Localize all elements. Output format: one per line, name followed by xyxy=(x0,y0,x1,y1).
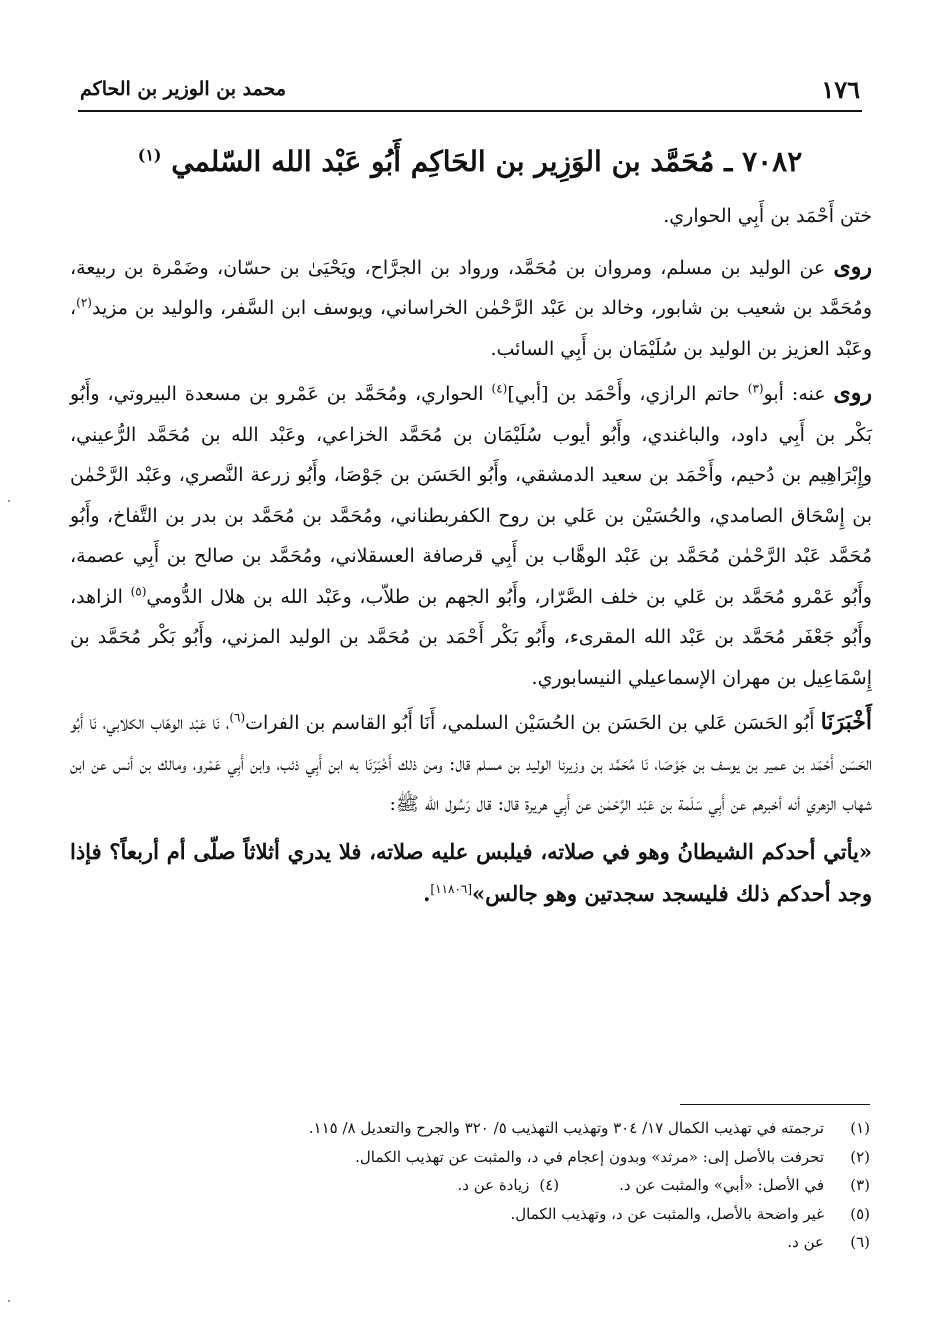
footnote-number: (٦) xyxy=(850,1233,870,1251)
footnote xyxy=(457,1171,559,1200)
footnote-ref: (٢) xyxy=(76,295,92,310)
footnote-text: زيادة عن د. xyxy=(457,1176,530,1194)
footnote-text: غير واضحة بالأصل، والمثبت عن د، وتهذيب الكمال. xyxy=(510,1204,824,1223)
footnote-ref: (٦) xyxy=(229,710,246,725)
entry-subtitle: ختن أَحْمَد بن أَبِي الحواري. xyxy=(663,205,872,227)
page-header xyxy=(78,72,862,112)
entry-title xyxy=(70,138,870,186)
paragraph-text: عنه: أبو xyxy=(763,383,834,405)
footnote xyxy=(70,1200,870,1229)
footnote-number: (١) xyxy=(850,1119,870,1137)
footnote-text: تحرفت بالأصل إلى: «مرثد» وبدون إعجام في د، والمثبت عن تهذيب الكمال. xyxy=(355,1147,824,1166)
footnote-text: في الأصل: «أبي» والمثبت عن د. xyxy=(619,1176,824,1194)
footnote xyxy=(70,1114,870,1143)
paragraph-text: ، نَا عَبْد الوهّاب الكلابي، نَا أَبُو الحَسَن أَحْمَد بن عمير بن يوسف بن جَوْصَا، نَا مُحَمَّد بن وزيرنا الوليد بن مسلم قال: ومن ذلك أَخْبَرَنَا به ابن أَبِي ذئب، وابن أَبِي عَمْرو، ومالك بن أنس عن ابن شهاب الزهري أنه أخبرهم عن أَبِي سَلَمة بن عَبْد الرَّحْمٰن عن أَبِي هريرة قال: قال رَسُول الله ﷺ: xyxy=(70,712,872,815)
paragraph-text: الحواري، ومُحَمَّد بن عَمْرو بن مسعدة البيروتي، وأَبُو بَكْر بن أَبِي داود، والباغندي، وأَبُو أيوب سُلَيْمَان بن مُحَمَّد الخزاعي، وعَبْد الله بن مُحَمَّد الرُّعيني، وإِبْرَاهِيم بن دُحيم، وأَحْمَد بن سعيد الدمشقي، وأَبُو الحَسَن بن جَوْصَا، وأَبُو زرعة النَّصري، وعَبْد الرَّحْمٰن بن إِسْحَاق الصامدي، والحُسَيْن بن عَلي بن روح الكفربطناني، ومُحَمَّد بن مُحَمَّد بن بدر بن التَّفاخ، وأَبُو مُحَمَّد عَبْد الرَّحْمٰن مُحَمَّد بن عَبْد الوهَّاب بن أَبِي قرصافة العسقلاني، ومُحَمَّد بن صالح بن أَبِي عصمة، وأَبُو عَمْرو مُحَمَّد بن عَلي بن خلف الصَّرّار، وأَبُو الجهم بن طلاّب، وعَبْد الله بن هلال الدُّومي xyxy=(70,383,872,608)
footnote-number: (٤) xyxy=(539,1176,560,1194)
paragraph-lead-word: روى xyxy=(833,253,872,280)
footnote-separator xyxy=(680,1104,870,1105)
footnote-number: (٢) xyxy=(850,1147,870,1166)
entry-title-footnote-ref: (١) xyxy=(137,145,162,165)
paragraph-text: أَبُو الحَسَن عَلي بن الحَسَن بن الحُسَيْن السلمي، أَنَا أَبُو القاسم بن الفرات xyxy=(245,712,821,734)
footnotes xyxy=(70,1114,870,1257)
footnote-number: (٣) xyxy=(850,1176,870,1194)
entry-title-text: ٧٠٨٢ ـ مُحَمَّد بن الوَزِير بن الحَاكِم أَبُو عَبْد الله السّلمي xyxy=(171,145,803,178)
paragraph-isnad xyxy=(70,702,872,825)
footnote xyxy=(619,1171,870,1200)
footnote-ref: (٥) xyxy=(130,584,147,599)
paragraph-narrated-by xyxy=(70,373,872,698)
hadith-reference: [١١٨٠٦] xyxy=(430,881,472,896)
scan-speck xyxy=(8,500,10,502)
paragraph-lead-word: أَخْبَرَنَا xyxy=(820,709,872,735)
paragraph-text: عن الوليد بن مسلم، ومروان بن مُحَمَّد، ورواد بن الجرَّاح، ويَحْيَىٰ بن حسّان، وضَمْرة بن ربيعة، ومُحَمَّد بن شعيب بن شابور، وخالد بن عَبْد الرَّحْمٰن الخراساني، ويوسف ابن السَّفر، والوليد بن مزيد xyxy=(70,256,872,319)
running-title: محمد بن الوزير بن الحاكم xyxy=(80,78,287,100)
paragraph-narrated-from xyxy=(70,247,872,370)
paragraph-text: حاتم الرازي، وأَحْمَد بن [أبي] xyxy=(507,383,748,405)
footnote xyxy=(70,1228,870,1257)
page-number: ١٧٦ xyxy=(821,74,860,104)
footnote-ref: (٤) xyxy=(491,381,508,396)
hadith-body: «يأتي أحدكم الشيطانُ وهو في صلاته، فيلبس عليه صلاته، فلا يدري أثلاثاً صلّى أم أربعاً؟ فإذا وجد أحدكم ذلك فليسجد سجدتين وهو جالس» xyxy=(70,838,872,906)
paragraph-lead-word: روى xyxy=(833,380,872,406)
footnote-number: (٥) xyxy=(850,1204,870,1223)
body-text xyxy=(70,196,872,919)
hadith-text xyxy=(70,831,872,915)
footnote-row xyxy=(70,1171,870,1200)
hadith-end: . xyxy=(423,880,431,906)
footnote-text: ترجمته في تهذيب الكمال ١٧/ ٣٠٤ وتهذيب التهذيب ٥/ ٣٢٠ والجرح والتعديل ٨/ ١١٥. xyxy=(308,1119,824,1137)
paragraph-text: الزاهد، وأَبُو جَعْفَر مُحَمَّد بن عَبْد الله المقرىء، وأَبُو بَكْر أَحْمَد بن مُحَمَّد بن الوليد المزني، وأَبُو بَكْر مُحَمَّد بن إِسْمَاعِيل بن مهران الإسماعيلي النيسابوري. xyxy=(70,585,872,689)
scan-speck xyxy=(8,1300,10,1302)
footnote xyxy=(70,1143,870,1172)
footnote-ref: (٣) xyxy=(747,381,764,396)
paragraph-text: ، وعَبْد العزيز بن الوليد بن سُلَيْمَان بن أَبِي السائب. xyxy=(70,297,872,360)
footnote-text: عن د. xyxy=(787,1233,824,1251)
